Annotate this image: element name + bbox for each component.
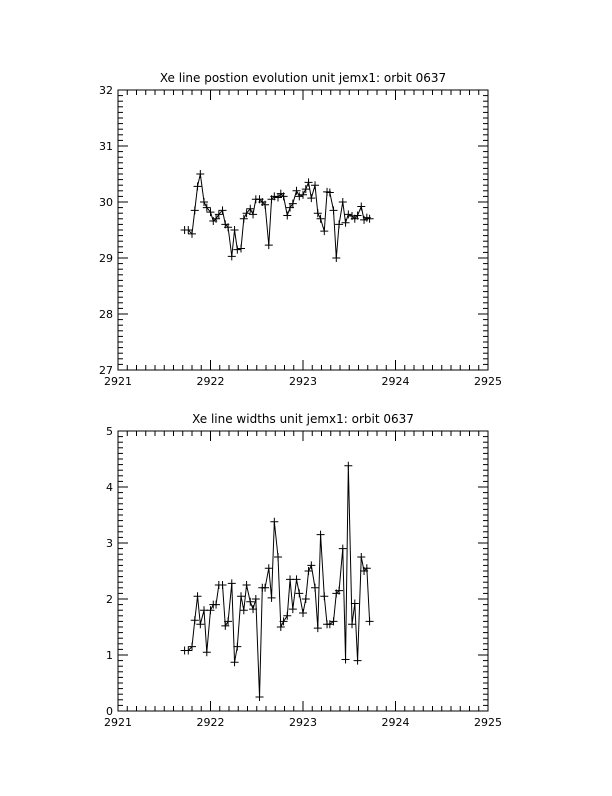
position-y-tick-label: 31	[99, 140, 113, 153]
width-data-point-plus-marker	[270, 518, 278, 526]
position-data-point-plus-marker	[342, 219, 350, 227]
width-x-tick-label: 2922	[196, 716, 225, 729]
width-data-point-plus-marker	[274, 553, 282, 561]
width-data-point-plus-marker	[293, 575, 301, 583]
width-data-point-plus-marker	[237, 592, 245, 600]
position-data-point-plus-marker	[196, 170, 204, 178]
position-data-point-plus-marker	[320, 227, 328, 235]
width-data-point-plus-marker	[295, 589, 303, 597]
position-data-point-plus-marker	[265, 241, 273, 249]
position-data-point-plus-marker	[344, 210, 352, 218]
width-data-point-plus-marker	[357, 553, 365, 561]
width-data-point-plus-marker	[191, 616, 199, 624]
width-data-point-plus-marker	[268, 594, 276, 602]
width-data-point-plus-marker	[219, 581, 227, 589]
position-data-point-plus-marker	[307, 194, 315, 202]
position-data-point-plus-marker	[339, 198, 347, 206]
position-data-point-plus-marker	[194, 182, 202, 190]
position-data-point-plus-marker	[332, 254, 340, 262]
width-y-tick-label: 1	[106, 649, 113, 662]
position-plot-frame	[118, 90, 488, 370]
position-chart-title: Xe line postion evolution unit jemx1: orbit 0637	[159, 71, 447, 85]
width-x-tick-label: 2923	[289, 716, 317, 729]
position-x-tick-label: 2924	[381, 375, 410, 388]
position-x-tick-label: 2922	[196, 375, 225, 388]
width-data-point-plus-marker	[348, 620, 356, 628]
position-series-line	[185, 174, 370, 258]
width-x-tick-label: 2925	[474, 716, 502, 729]
width-data-point-plus-marker	[354, 657, 362, 665]
position-data-point-plus-marker	[228, 252, 236, 260]
width-data-point-plus-marker	[256, 693, 264, 701]
position-x-tick-label: 2921	[104, 375, 132, 388]
width-data-point-plus-marker	[339, 545, 347, 553]
position-data-point-plus-marker	[237, 244, 245, 252]
position-y-tick-label: 32	[99, 84, 113, 97]
width-y-tick-label: 5	[106, 425, 113, 438]
position-x-tick-label: 2925	[474, 375, 502, 388]
position-data-point-plus-marker	[283, 211, 291, 219]
width-chart-title: Xe line widths unit jemx1: orbit 0637	[192, 412, 414, 426]
position-data-point-plus-marker	[335, 220, 343, 228]
width-data-point-plus-marker	[228, 579, 236, 587]
position-y-tick-label: 30	[99, 196, 113, 209]
position-y-tick-label: 28	[99, 308, 113, 321]
width-data-point-plus-marker	[314, 624, 322, 632]
position-data-point-plus-marker	[357, 202, 365, 210]
width-data-point-plus-marker	[311, 584, 319, 592]
width-data-point-plus-marker	[283, 612, 291, 620]
position-y-tick-label: 27	[99, 364, 113, 377]
width-data-point-plus-marker	[194, 592, 202, 600]
width-x-tick-label: 2921	[104, 716, 132, 729]
width-y-tick-label: 0	[106, 705, 113, 718]
width-y-tick-label: 3	[106, 537, 113, 550]
position-data-point-plus-marker	[233, 246, 241, 254]
width-data-point-plus-marker	[317, 531, 325, 539]
width-data-point-plus-marker	[342, 655, 350, 663]
width-data-point-plus-marker	[366, 617, 374, 625]
width-data-point-plus-marker	[240, 606, 248, 614]
position-x-tick-label: 2923	[289, 375, 317, 388]
width-data-point-plus-marker	[299, 609, 307, 617]
width-y-tick-label: 4	[106, 481, 113, 494]
width-data-point-plus-marker	[344, 462, 352, 470]
width-data-point-plus-marker	[320, 592, 328, 600]
position-y-tick-label: 29	[99, 252, 113, 265]
width-data-point-plus-marker	[289, 605, 297, 613]
width-x-tick-label: 2924	[381, 716, 410, 729]
width-y-tick-label: 2	[106, 593, 113, 606]
width-data-point-plus-marker	[302, 595, 310, 603]
width-data-point-plus-marker	[265, 564, 273, 572]
width-data-point-plus-marker	[243, 581, 251, 589]
width-data-point-plus-marker	[196, 620, 204, 628]
width-series-line	[185, 466, 370, 697]
position-data-point-plus-marker	[330, 206, 338, 214]
width-plot-frame	[118, 431, 488, 711]
width-data-point-plus-marker	[203, 648, 211, 656]
position-data-point-plus-marker	[191, 206, 199, 214]
width-data-point-plus-marker	[231, 658, 239, 666]
